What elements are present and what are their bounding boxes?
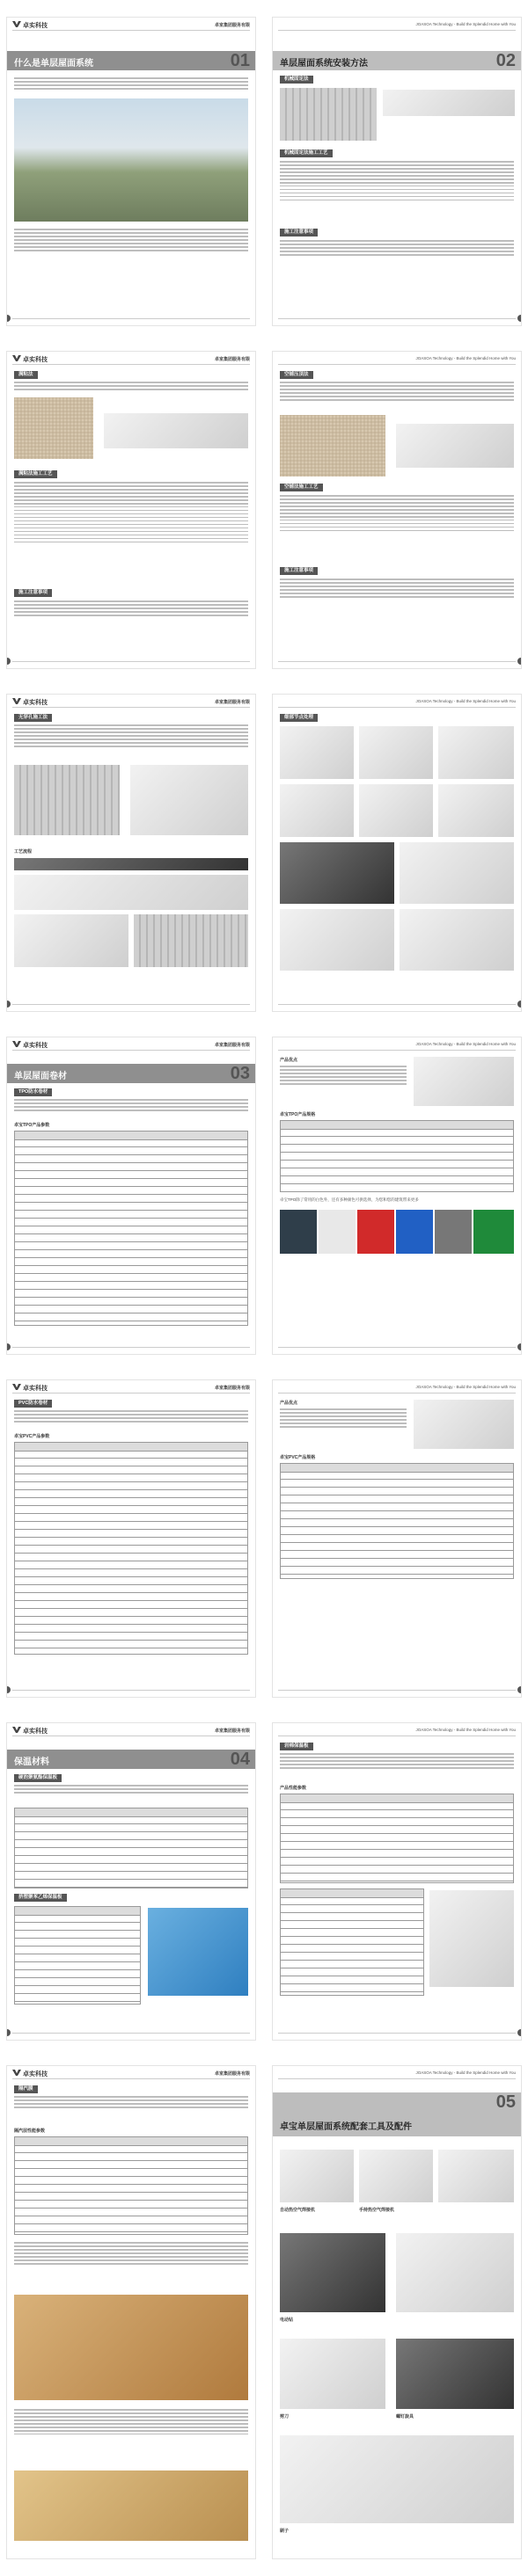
subheading: 施工注意事项 bbox=[14, 589, 52, 597]
tool-photo bbox=[396, 2233, 514, 2312]
page-06: JOASOA Technology - Build the Splendid Home with You 细部节点处理 bbox=[273, 695, 521, 1011]
section-number: 01 bbox=[230, 51, 250, 70]
subheading: 隔汽膜 bbox=[14, 2085, 38, 2093]
color-swatch bbox=[396, 1210, 433, 1254]
system-diagram bbox=[130, 765, 248, 835]
spec-table bbox=[280, 1120, 514, 1192]
subheading: 空铺压顶法 bbox=[280, 371, 313, 379]
subheading: 产品优点 bbox=[280, 1401, 298, 1406]
page-header bbox=[12, 21, 250, 31]
membrane-roll-photo bbox=[414, 1400, 514, 1449]
tool-photo bbox=[359, 2150, 433, 2202]
color-caption: 卓宝TPO除了常用的白色外，还有多种颜色可供选择，为您和您的建筑带来更多 bbox=[280, 1197, 419, 1202]
rockwool-photo bbox=[429, 1890, 514, 1987]
spec-table bbox=[280, 1794, 514, 1883]
subheading: TPO防水卷材 bbox=[14, 1088, 52, 1096]
page-08: JOASOA Technology - Build the Splendid Home with You 产品优点 卓宝TPO产品规格 卓宝TPO除了常用的白色外，还有多种颜色可供选择，为您和您的建筑带来更多 bbox=[273, 1037, 521, 1354]
roof-photo bbox=[14, 914, 128, 967]
subheading: 细部节点处理 bbox=[280, 714, 318, 722]
page-dot bbox=[517, 315, 521, 322]
spec-table bbox=[14, 1131, 248, 1326]
tool-label: 剪刀 bbox=[280, 2414, 290, 2420]
brand-logo: 卓实科技 bbox=[12, 21, 48, 30]
membrane-sample-photo bbox=[14, 397, 93, 459]
spec-table bbox=[280, 1463, 514, 1579]
spec-table bbox=[14, 1808, 248, 1888]
insulation-photo bbox=[14, 2295, 248, 2400]
color-swatch bbox=[280, 1210, 317, 1254]
table-title: 卓宝TPO产品参数 bbox=[14, 1123, 50, 1128]
section-title: 单层屋面卷材 bbox=[14, 1072, 67, 1081]
subheading: 机械固定法 bbox=[280, 76, 313, 84]
subheading: 产品优点 bbox=[280, 1058, 298, 1063]
process-label: 工艺流程 bbox=[14, 849, 33, 855]
board-photo bbox=[14, 2470, 248, 2541]
tool-photo bbox=[396, 2339, 514, 2409]
color-swatch bbox=[435, 1210, 472, 1254]
spec-table bbox=[14, 2136, 248, 2235]
tool-photo bbox=[438, 2150, 514, 2202]
roof-diagram bbox=[280, 88, 377, 141]
color-swatch bbox=[473, 1210, 514, 1254]
table-title: 卓宝PVC产品规格 bbox=[280, 1455, 316, 1460]
roof-photo bbox=[134, 914, 248, 967]
subheading: 满粘法施工工艺 bbox=[14, 470, 57, 478]
page-10: JOASOA Technology - Build the Splendid Home with You 产品优点 卓宝PVC产品规格 bbox=[273, 1380, 521, 1697]
section-number: 02 bbox=[495, 51, 516, 70]
section-number: 04 bbox=[230, 1750, 250, 1769]
subheading: 无穿孔施工法 bbox=[14, 714, 52, 722]
subheading: 施工注意事项 bbox=[280, 567, 318, 575]
roof-diagram bbox=[14, 765, 120, 835]
fastener-diagram bbox=[383, 90, 515, 116]
page-01 bbox=[7, 18, 255, 325]
subheading: PVC防水卷材 bbox=[14, 1400, 52, 1408]
page-03: 卓实科技 卓室集团服务有限 满粘法 满粘法施工工艺 施工注意事项 bbox=[7, 352, 255, 668]
page-12: JOASOA Technology - Build the Splendid Home with You 岩棉保温板 产品性能参数 bbox=[273, 1723, 521, 2040]
detail-photo bbox=[280, 909, 394, 971]
layer-diagram bbox=[104, 413, 248, 448]
section-title: 什么是单层屋面系统 bbox=[14, 59, 93, 69]
page-13: 卓实科技 卓室集团服务有限 隔汽膜 隔汽层性能参数 bbox=[7, 2066, 255, 2558]
section-banner bbox=[273, 51, 521, 70]
page-05: 卓实科技 卓室集团服务有限 无穿孔施工法 工艺流程 bbox=[7, 695, 255, 1011]
color-swatch bbox=[357, 1210, 394, 1254]
section-number: 03 bbox=[230, 1064, 250, 1083]
xps-board-photo bbox=[148, 1908, 248, 1996]
membrane-roll-photo bbox=[414, 1057, 514, 1106]
drill-photo bbox=[280, 2233, 385, 2312]
layer-diagram bbox=[396, 424, 514, 468]
page-09: 卓实科技 卓室集团服务有限 PVC防水卷材 卓宝PVC产品参数 bbox=[7, 1380, 255, 1697]
subheading: 空铺法施工工艺 bbox=[280, 484, 323, 491]
subheading: 满粘法 bbox=[14, 371, 38, 379]
page-dot bbox=[7, 315, 11, 322]
table-title: 卓宝PVC产品参数 bbox=[14, 1434, 50, 1439]
text-block bbox=[14, 229, 248, 264]
subheading: 施工注意事项 bbox=[280, 229, 318, 236]
subheading: 挤塑聚苯乙烯保温板 bbox=[14, 1894, 67, 1902]
page-04: JOASOA Technology - Build the Splendid Home with You 空铺压顶法 空铺法施工工艺 施工注意事项 bbox=[273, 352, 521, 668]
tool-label: 手持热空气焊接机 bbox=[359, 2208, 395, 2213]
color-swatch bbox=[319, 1210, 356, 1254]
detail-photo bbox=[400, 842, 514, 904]
subheading: 机械固定法施工工艺 bbox=[280, 149, 333, 157]
factory-aerial-photo bbox=[14, 98, 248, 222]
subheading: 岩棉保温板 bbox=[280, 1743, 313, 1750]
section-title: 保温材料 bbox=[14, 1757, 49, 1767]
spec-table bbox=[14, 1442, 248, 1655]
header-tagline: 卓室集团服务有限 bbox=[214, 23, 250, 28]
process-flow bbox=[14, 858, 248, 870]
tool-label: 电动钻 bbox=[280, 2318, 294, 2323]
section-title: 单层屋面系统安装方法 bbox=[280, 59, 368, 69]
process-photos bbox=[14, 875, 248, 910]
tool-label: 自动热空气焊接机 bbox=[280, 2208, 316, 2213]
detail-photo bbox=[280, 842, 394, 904]
tool-label: 螺钉旋具 bbox=[396, 2414, 414, 2420]
ballast-photo bbox=[280, 415, 385, 477]
section-title: 卓宝单层屋面系统配套工具及配件 bbox=[280, 2122, 412, 2132]
section-banner bbox=[7, 51, 255, 70]
detail-photo bbox=[400, 909, 514, 971]
subheading: 硬泡聚氨酯保温板 bbox=[14, 1774, 62, 1782]
text-block bbox=[14, 77, 248, 95]
page-14: JOASOA Technology - Build the Splendid Home with You 卓宝单层屋面系统配套工具及配件 05 自动热空气焊接机 手持热空气焊接机 电动钻 剪刀 螺钉旋具 刷子 bbox=[273, 2066, 521, 2558]
tool-photo bbox=[280, 2150, 354, 2202]
page-11: 卓实科技 卓室集团服务有限 保温材料 04 硬泡聚氨酯保温板 挤塑聚苯乙烯保温板 bbox=[7, 1723, 255, 2040]
spec-table bbox=[14, 1906, 141, 2005]
page-07: 卓实科技 卓室集团服务有限 单层屋面卷材 03 TPO防水卷材 卓宝TPO产品参数 bbox=[7, 1037, 255, 1354]
tool-photo bbox=[280, 2339, 385, 2409]
table-title: 隔汽层性能参数 bbox=[14, 2128, 46, 2134]
page-02: JOASOA Technology - Build the Splendid Home with You 单层屋面系统安装方法 02 机械固定法 机械固定法施工工艺 施工注意事项 bbox=[273, 18, 521, 325]
section-number: 05 bbox=[495, 2092, 516, 2112]
table-title: 产品性能参数 bbox=[280, 1786, 307, 1791]
accessory-photo bbox=[280, 2435, 514, 2523]
spec-table bbox=[280, 1888, 424, 1996]
tool-label: 刷子 bbox=[280, 2529, 290, 2534]
table-title: 卓宝TPO产品规格 bbox=[280, 1112, 316, 1117]
